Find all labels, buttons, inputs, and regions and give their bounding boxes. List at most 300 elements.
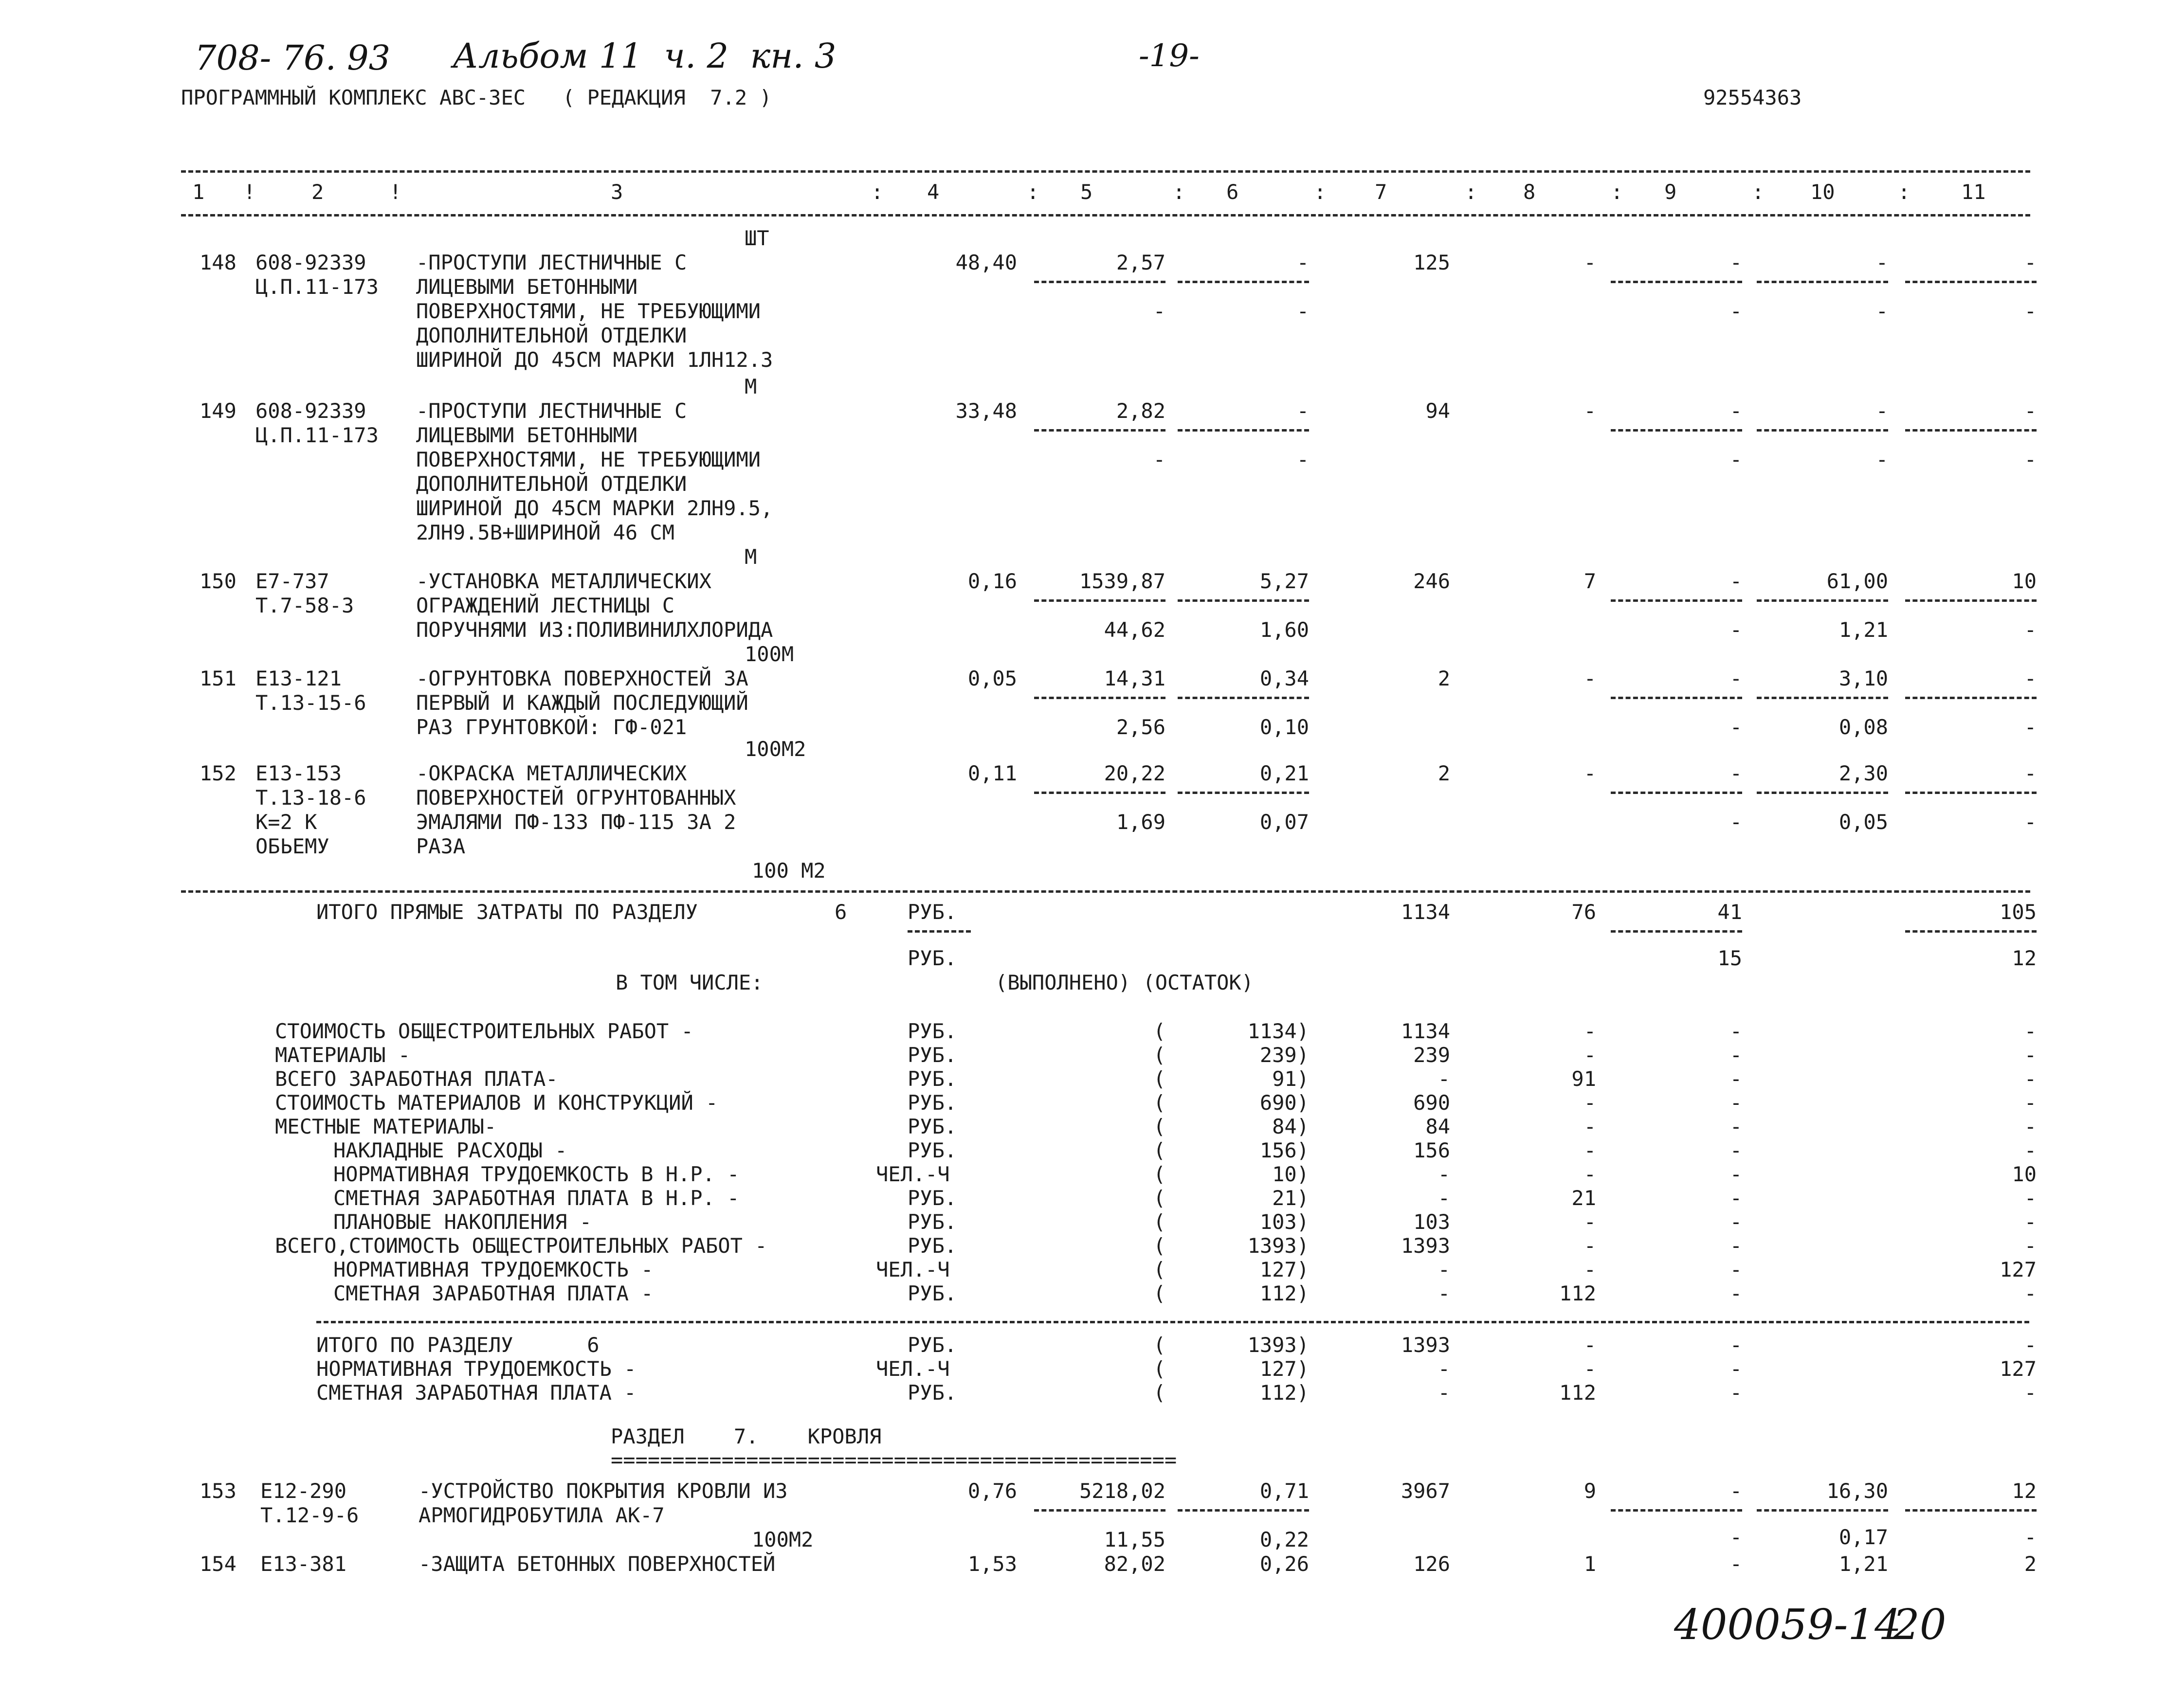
item-code: 608-92339: [255, 251, 366, 274]
section-total-wage: -: [1583, 1333, 1596, 1357]
breakdown-total: -: [1438, 1186, 1450, 1210]
breakdown-labour: -: [2024, 1210, 2037, 1234]
breakdown-paren-value: 156): [1259, 1138, 1309, 1162]
summary-labour: 105: [2000, 900, 2037, 924]
breakdown-machine: -: [1729, 1067, 1742, 1091]
total-cost: 2: [1438, 667, 1450, 690]
section-total-paren-value: 112): [1259, 1381, 1309, 1405]
breakdown-wage: -: [1583, 1043, 1596, 1067]
labour-total: -: [2024, 399, 2037, 423]
cell-divider-c11: [1905, 1509, 2037, 1512]
breakdown-label: ВСЕГО ЗАРАБОТНАЯ ПЛАТА-: [275, 1067, 558, 1091]
breakdown-unit: РУБ.: [908, 1138, 957, 1162]
breakdown-machine: -: [1729, 1258, 1742, 1281]
section-total-unit: РУБ.: [908, 1381, 957, 1405]
item-code: Т.12-9-6: [260, 1503, 359, 1527]
breakdown-machine: -: [1729, 1210, 1742, 1234]
cell-divider-c9: [1611, 930, 1742, 933]
cell-divider-c9: [1611, 429, 1742, 432]
breakdown-paren-value: 103): [1259, 1210, 1309, 1234]
wage-price-2: 0,22: [1259, 1528, 1309, 1551]
machine-cost-2: -: [1729, 810, 1742, 834]
cell-divider-c9: [1611, 599, 1742, 602]
section-total-machine: -: [1729, 1333, 1742, 1357]
breakdown-unit: ЧЕЛ.-Ч: [876, 1162, 950, 1186]
breakdown-labour: -: [2024, 1091, 2037, 1115]
breakdown-total: -: [1438, 1162, 1450, 1186]
cell-divider-c5: [1034, 697, 1165, 699]
column-header-5: 5: [1080, 180, 1093, 204]
column-header-6: 6: [1226, 180, 1239, 204]
column-header-2: 2: [311, 180, 324, 204]
breakdown-label: НАКЛАДНЫЕ РАСХОДЫ -: [333, 1138, 567, 1162]
item-code: Е13-381: [260, 1552, 347, 1576]
section-total-paren-value: 127): [1259, 1357, 1309, 1381]
total-cost: 126: [1413, 1552, 1450, 1576]
summary-unit: РУБ.: [908, 900, 957, 924]
breakdown-paren-open: (: [1153, 1091, 1166, 1115]
item-number: 150: [200, 569, 237, 593]
item-name-line: ЛИЦЕВЫМИ БЕТОННЫМИ: [416, 275, 638, 299]
section-total-labour: -: [2024, 1333, 2037, 1357]
total-cost: 94: [1425, 399, 1450, 423]
wage-price: -: [1296, 251, 1309, 274]
breakdown-label: ВСЕГО,СТОИМОСТЬ ОБЩЕСТРОИТЕЛЬНЫХ РАБОТ -: [275, 1234, 767, 1258]
item-code: Ц.П.11-173: [255, 275, 379, 299]
breakdown-labour: -: [2024, 1019, 2037, 1043]
quantity: 0,16: [967, 569, 1017, 593]
wage-total: -: [1583, 761, 1596, 785]
item-number: 153: [200, 1479, 237, 1503]
breakdown-labour: -: [2024, 1186, 2037, 1210]
breakdown-machine: -: [1729, 1162, 1742, 1186]
breakdown-total: 690: [1413, 1091, 1450, 1115]
summary-machine: 41: [1717, 900, 1742, 924]
summary-labour-2: 12: [2012, 946, 2037, 970]
breakdown-label: НОРМАТИВНАЯ ТРУДОЕМКОСТЬ -: [333, 1258, 654, 1281]
labour-norm-2: 0,08: [1838, 715, 1888, 739]
breakdown-label: МЕСТНЫЕ МАТЕРИАЛЫ-: [275, 1115, 497, 1138]
breakdown-paren-value: 127): [1259, 1258, 1309, 1281]
cell-divider-c6: [1178, 792, 1309, 794]
breakdown-labour: 127: [2000, 1258, 2037, 1281]
summary-unit-2: РУБ.: [908, 946, 957, 970]
section-total-label: НОРМАТИВНАЯ ТРУДОЕМКОСТЬ -: [316, 1357, 637, 1381]
breakdown-labour: -: [2024, 1115, 2037, 1138]
labour-total-2: -: [2024, 618, 2037, 642]
breakdown-unit: РУБ.: [908, 1210, 957, 1234]
cell-divider-c11: [1905, 792, 2037, 794]
quantity: 48,40: [955, 251, 1017, 274]
item-code: Т.13-18-6: [255, 786, 366, 810]
wage-total: -: [1583, 667, 1596, 690]
section-total-paren-open: (: [1153, 1381, 1166, 1405]
labour-norm-2: 0,05: [1838, 810, 1888, 834]
breakdown-paren-value: 10): [1272, 1162, 1309, 1186]
breakdown-labour: -: [2024, 1043, 2037, 1067]
labour-norm: 2,30: [1838, 761, 1888, 785]
breakdown-paren-value: 1134): [1247, 1019, 1309, 1043]
column-separator: !: [389, 180, 402, 204]
cell-divider-c11: [1905, 599, 2037, 602]
breakdown-label: МАТЕРИАЛЫ -: [275, 1043, 411, 1067]
cell-divider-c5: [1034, 792, 1165, 794]
section-total-paren-open: (: [1153, 1357, 1166, 1381]
column-separator: :: [1611, 180, 1623, 204]
unit-price-2: 1,69: [1116, 810, 1165, 834]
cell-divider-c11: [1905, 281, 2037, 283]
summary-done-rest: (ВЫПОЛНЕНО) (ОСТАТОК): [995, 971, 1254, 994]
wage-price-2: -: [1296, 299, 1309, 323]
breakdown-wage: 91: [1571, 1067, 1596, 1091]
handwritten-code: 708- 76. 93: [195, 38, 391, 78]
item-code: Т.13-15-6: [255, 691, 366, 715]
wage-total: 1: [1583, 1552, 1596, 1576]
item-number: 154: [200, 1552, 237, 1576]
unit-price: 1539,87: [1079, 569, 1165, 593]
labour-total-2: -: [2024, 1525, 2037, 1549]
breakdown-paren-open: (: [1153, 1162, 1166, 1186]
breakdown-paren-open: (: [1153, 1138, 1166, 1162]
item-name-line: РАЗА: [416, 834, 466, 858]
item-code: К=2 К: [255, 810, 317, 834]
item-name-line: ПОВЕРХНОСТЯМИ, НЕ ТРЕБУЮЩИМИ: [416, 448, 761, 471]
quantity: 33,48: [955, 399, 1017, 423]
section-total-cost: -: [1438, 1381, 1450, 1405]
breakdown-wage: 21: [1571, 1186, 1596, 1210]
item-code: Е7-737: [255, 569, 329, 593]
breakdown-machine: -: [1729, 1234, 1742, 1258]
breakdown-unit: РУБ.: [908, 1067, 957, 1091]
cell-divider-c10: [1757, 429, 1888, 432]
cell-divider-c6: [1178, 281, 1309, 283]
wage-total: 9: [1583, 1479, 1596, 1503]
unit-price: 20,22: [1104, 761, 1165, 785]
section-total-labour: -: [2024, 1381, 2037, 1405]
breakdown-paren-open: (: [1153, 1067, 1166, 1091]
summary-title: ИТОГО ПРЯМЫЕ ЗАТРАТЫ ПО РАЗДЕЛУ: [316, 900, 698, 924]
labour-norm-2: -: [1875, 299, 1888, 323]
wage-price: 0,34: [1259, 667, 1309, 690]
breakdown-paren-open: (: [1153, 1281, 1166, 1305]
labour-total-2: -: [2024, 810, 2037, 834]
item-name-line: ШИРИНОЙ ДО 45СМ МАРКИ 2ЛН9.5,: [416, 496, 773, 520]
breakdown-total: 1134: [1401, 1019, 1450, 1043]
item-name-line: РАЗ ГРУНТОВКОЙ: ГФ-021: [416, 715, 687, 739]
breakdown-labour: -: [2024, 1138, 2037, 1162]
labour-norm-2: -: [1875, 448, 1888, 471]
cell-divider-c6: [1178, 1509, 1309, 1512]
cell-divider-c10: [1757, 792, 1888, 794]
cell-divider-c6: [1178, 599, 1309, 602]
cell-divider-c5: [1034, 281, 1165, 283]
cell-divider-c10: [1757, 281, 1888, 283]
machine-cost: -: [1729, 399, 1742, 423]
breakdown-unit: ЧЕЛ.-Ч: [876, 1258, 950, 1281]
item-name-line: -УСТАНОВКА МЕТАЛЛИЧЕСКИХ: [416, 569, 711, 593]
item-name-line: 2ЛН9.5В+ШИРИНОЙ 46 СМ: [416, 521, 675, 544]
wage-price-2: 0,10: [1259, 715, 1309, 739]
section-total-paren-open: (: [1153, 1333, 1166, 1357]
section-total-cost: -: [1438, 1357, 1450, 1381]
breakdown-machine: -: [1729, 1186, 1742, 1210]
labour-total: -: [2024, 761, 2037, 785]
total-cost: 3967: [1401, 1479, 1450, 1503]
summary-wage: 76: [1571, 900, 1596, 924]
cell-divider-c10: [1757, 599, 1888, 602]
summary-rule-top: [181, 890, 2030, 893]
header-rule-top: [181, 170, 2030, 173]
breakdown-paren-open: (: [1153, 1019, 1166, 1043]
section-7-underline: ==============================================: [611, 1448, 1177, 1472]
column-separator: :: [871, 180, 884, 204]
breakdown-paren-open: (: [1153, 1234, 1166, 1258]
item-name-line: -ЗАЩИТА БЕТОННЫХ ПОВЕРХНОСТЕЙ: [419, 1552, 776, 1576]
quantity: 1,53: [967, 1552, 1017, 1576]
column-separator: :: [1173, 180, 1185, 204]
item-name-line: ПОВЕРХНОСТЯМИ, НЕ ТРЕБУЮЩИМИ: [416, 299, 761, 323]
breakdown-wage: -: [1583, 1115, 1596, 1138]
unit-label: М: [745, 545, 757, 569]
labour-total: -: [2024, 251, 2037, 274]
section-total-cost: 1393: [1401, 1333, 1450, 1357]
breakdown-machine: -: [1729, 1091, 1742, 1115]
column-separator: :: [1314, 180, 1327, 204]
breakdown-machine: -: [1729, 1138, 1742, 1162]
wage-total: -: [1583, 251, 1596, 274]
breakdown-total: 84: [1425, 1115, 1450, 1138]
item-code: Т.7-58-3: [255, 594, 354, 617]
breakdown-label: СМЕТНАЯ ЗАРАБОТНАЯ ПЛАТА -: [333, 1281, 654, 1305]
cell-divider-c9: [1611, 697, 1742, 699]
labour-norm: 1,21: [1838, 1552, 1888, 1576]
breakdown-paren-value: 1393): [1247, 1234, 1309, 1258]
breakdown-wage: -: [1583, 1210, 1596, 1234]
labour-norm: -: [1875, 399, 1888, 423]
section-total-machine: -: [1729, 1381, 1742, 1405]
column-header-4: 4: [927, 180, 940, 204]
item-code: Е13-121: [255, 667, 342, 690]
machine-cost: -: [1729, 667, 1742, 690]
cell-divider-c6: [1178, 429, 1309, 432]
document-number: 92554363: [1703, 86, 1802, 109]
breakdown-unit: РУБ.: [908, 1186, 957, 1210]
column-header-8: 8: [1523, 180, 1536, 204]
section-total-machine: -: [1729, 1357, 1742, 1381]
breakdown-unit: РУБ.: [908, 1281, 957, 1305]
item-name-line: ЭМАЛЯМИ ПФ-133 ПФ-115 ЗА 2: [416, 810, 736, 834]
breakdown-paren-value: 91): [1272, 1067, 1309, 1091]
item-name-line: ОГРАЖДЕНИЙ ЛЕСТНИЦЫ С: [416, 594, 675, 617]
labour-norm: 61,00: [1826, 569, 1888, 593]
cell-divider-c10: [1757, 697, 1888, 699]
breakdown-labour: -: [2024, 1234, 2037, 1258]
breakdown-wage: -: [1583, 1019, 1596, 1043]
breakdown-label: ПЛАНОВЫЕ НАКОПЛЕНИЯ -: [333, 1210, 592, 1234]
header-rule-bottom: [181, 214, 2030, 216]
handwritten-sheet-number: 20: [1893, 1601, 1947, 1649]
machine-cost: -: [1729, 1479, 1742, 1503]
cell-divider-c5: [1034, 599, 1165, 602]
breakdown-label: НОРМАТИВНАЯ ТРУДОЕМКОСТЬ В Н.Р. -: [333, 1162, 740, 1186]
column-header-10: 10: [1810, 180, 1835, 204]
breakdown-paren-open: (: [1153, 1210, 1166, 1234]
quantity: 0,05: [967, 667, 1017, 690]
breakdown-wage: -: [1583, 1234, 1596, 1258]
labour-norm-2: 0,17: [1838, 1525, 1888, 1549]
unit-price: 82,02: [1104, 1552, 1165, 1576]
breakdown-paren-value: 21): [1272, 1186, 1309, 1210]
column-header-1: 1: [192, 180, 205, 204]
machine-cost: -: [1729, 761, 1742, 785]
breakdown-total: 103: [1413, 1210, 1450, 1234]
handwritten-album: Альбом 11 ч. 2 кн. 3: [453, 36, 837, 76]
breakdown-paren-open: (: [1153, 1258, 1166, 1281]
cell-divider-c5: [1034, 429, 1165, 432]
cell-divider-c11: [1905, 930, 2037, 933]
summary-section-no: 6: [835, 900, 847, 924]
item-number: 149: [200, 399, 237, 423]
machine-cost: -: [1729, 569, 1742, 593]
unit-label-after: 100 М2: [752, 859, 826, 883]
item-code: Ц.П.11-173: [255, 423, 379, 447]
breakdown-machine: -: [1729, 1281, 1742, 1305]
breakdown-wage: -: [1583, 1162, 1596, 1186]
cell-divider-c10: [1757, 1509, 1888, 1512]
quantity: 0,76: [967, 1479, 1017, 1503]
column-separator: :: [1752, 180, 1765, 204]
item-name-line: ПОВЕРХНОСТЕЙ ОГРУНТОВАННЫХ: [416, 786, 736, 810]
summary-total: 1134: [1401, 900, 1450, 924]
cell-divider-c5: [1034, 1509, 1165, 1512]
breakdown-total: -: [1438, 1281, 1450, 1305]
unit-price-2: 44,62: [1104, 618, 1165, 642]
item-code: ОБЬЕМУ: [255, 834, 329, 858]
labour-total: 2: [2024, 1552, 2037, 1576]
page-number: -19-: [1139, 38, 1200, 74]
breakdown-total: -: [1438, 1067, 1450, 1091]
machine-cost-2: -: [1729, 448, 1742, 471]
wage-total: 7: [1583, 569, 1596, 593]
item-name-line: ЛИЦЕВЫМИ БЕТОННЫМИ: [416, 423, 638, 447]
summary-machine-2: 15: [1717, 946, 1742, 970]
column-header-7: 7: [1375, 180, 1387, 204]
machine-cost-2: -: [1729, 618, 1742, 642]
section-total-unit: РУБ.: [908, 1333, 957, 1357]
column-separator: !: [243, 180, 256, 204]
item-name-line: -ПРОСТУПИ ЛЕСТНИЧНЫЕ С: [416, 399, 687, 423]
labour-total-2: -: [2024, 299, 2037, 323]
breakdown-label: СМЕТНАЯ ЗАРАБОТНАЯ ПЛАТА В Н.Р. -: [333, 1186, 740, 1210]
section-total-label: ИТОГО ПО РАЗДЕЛУ 6: [316, 1333, 600, 1357]
handwritten-stamp: 400059-14: [1674, 1601, 1901, 1649]
unit-price: 14,31: [1104, 667, 1165, 690]
summary-unit-rule: [908, 930, 971, 933]
unit-price-2: -: [1153, 299, 1165, 323]
cell-divider-c9: [1611, 792, 1742, 794]
cell-divider-c11: [1905, 429, 2037, 432]
section-total-paren-value: 1393): [1247, 1333, 1309, 1357]
item-name-line: -ОКРАСКА МЕТАЛЛИЧЕСКИХ: [416, 761, 687, 785]
breakdown-wage: -: [1583, 1138, 1596, 1162]
section-total-labour: 127: [2000, 1357, 2037, 1381]
unit-price-2: -: [1153, 448, 1165, 471]
item-name-line: ПОРУЧНЯМИ ИЗ:ПОЛИВИНИЛХЛОРИДА: [416, 618, 773, 642]
item-name-line: ПЕРВЫЙ И КАЖДЫЙ ПОСЛЕДУЮЩИЙ: [416, 691, 748, 715]
breakdown-labour: -: [2024, 1281, 2037, 1305]
item-name-line: ШИРИНОЙ ДО 45СМ МАРКИ 1ЛН12.3: [416, 348, 773, 372]
breakdown-paren-value: 112): [1259, 1281, 1309, 1305]
labour-norm: -: [1875, 251, 1888, 274]
breakdown-paren-value: 84): [1272, 1115, 1309, 1138]
breakdown-labour: -: [2024, 1067, 2037, 1091]
wage-price-2: -: [1296, 448, 1309, 471]
section-total-rule: [316, 1321, 2029, 1323]
labour-norm-2: 1,21: [1838, 618, 1888, 642]
breakdown-paren-value: 690): [1259, 1091, 1309, 1115]
breakdown-label: СТОИМОСТЬ ОБЩЕСТРОИТЕЛЬНЫХ РАБОТ -: [275, 1019, 693, 1043]
quantity: 0,11: [967, 761, 1017, 785]
unit-label: 100М2: [752, 1528, 814, 1551]
total-cost: 246: [1413, 569, 1450, 593]
item-name-line: ДОПОЛНИТЕЛЬНОЙ ОТДЕЛКИ: [416, 472, 687, 496]
item-name-line: -ПРОСТУПИ ЛЕСТНИЧНЫЕ С: [416, 251, 687, 274]
breakdown-unit: РУБ.: [908, 1115, 957, 1138]
item-name-line: -ОГРУНТОВКА ПОВЕРХНОСТЕЙ ЗА: [416, 667, 748, 690]
column-header-3: 3: [611, 180, 623, 204]
unit-price-2: 2,56: [1116, 715, 1165, 739]
item-name-line: -УСТРОЙСТВО ПОКРЫТИЯ КРОВЛИ ИЗ: [419, 1479, 788, 1503]
item-code: Е12-290: [260, 1479, 347, 1503]
breakdown-machine: -: [1729, 1115, 1742, 1138]
labour-total-2: -: [2024, 715, 2037, 739]
unit-label: 100М: [745, 642, 794, 666]
breakdown-unit: РУБ.: [908, 1019, 957, 1043]
wage-price-2: 0,07: [1259, 810, 1309, 834]
item-number: 148: [200, 251, 237, 274]
breakdown-paren-open: (: [1153, 1043, 1166, 1067]
unit-label: М: [745, 375, 757, 398]
labour-total: 10: [2012, 569, 2037, 593]
unit-price: 2,57: [1116, 251, 1165, 274]
cell-divider-c9: [1611, 281, 1742, 283]
item-code: Е13-153: [255, 761, 342, 785]
machine-cost: -: [1729, 251, 1742, 274]
breakdown-unit: РУБ.: [908, 1043, 957, 1067]
breakdown-total: -: [1438, 1258, 1450, 1281]
cell-divider-c11: [1905, 697, 2037, 699]
breakdown-paren-open: (: [1153, 1115, 1166, 1138]
labour-total: -: [2024, 667, 2037, 690]
column-header-11: 11: [1961, 180, 1986, 204]
unit-price-2: 11,55: [1104, 1528, 1165, 1551]
item-name-line: ДОПОЛНИТЕЛЬНОЙ ОТДЕЛКИ: [416, 324, 687, 347]
labour-norm: 3,10: [1838, 667, 1888, 690]
breakdown-label: СТОИМОСТЬ МАТЕРИАЛОВ И КОНСТРУКЦИЙ -: [275, 1091, 718, 1115]
breakdown-paren-open: (: [1153, 1186, 1166, 1210]
wage-price: 0,21: [1259, 761, 1309, 785]
wage-total: -: [1583, 399, 1596, 423]
item-code: 608-92339: [255, 399, 366, 423]
column-separator: :: [1465, 180, 1477, 204]
breakdown-machine: -: [1729, 1019, 1742, 1043]
breakdown-total: 1393: [1401, 1234, 1450, 1258]
labour-total: 12: [2012, 1479, 2037, 1503]
column-header-9: 9: [1664, 180, 1677, 204]
breakdown-total: 156: [1413, 1138, 1450, 1162]
wage-price: 5,27: [1259, 569, 1309, 593]
breakdown-unit: РУБ.: [908, 1234, 957, 1258]
